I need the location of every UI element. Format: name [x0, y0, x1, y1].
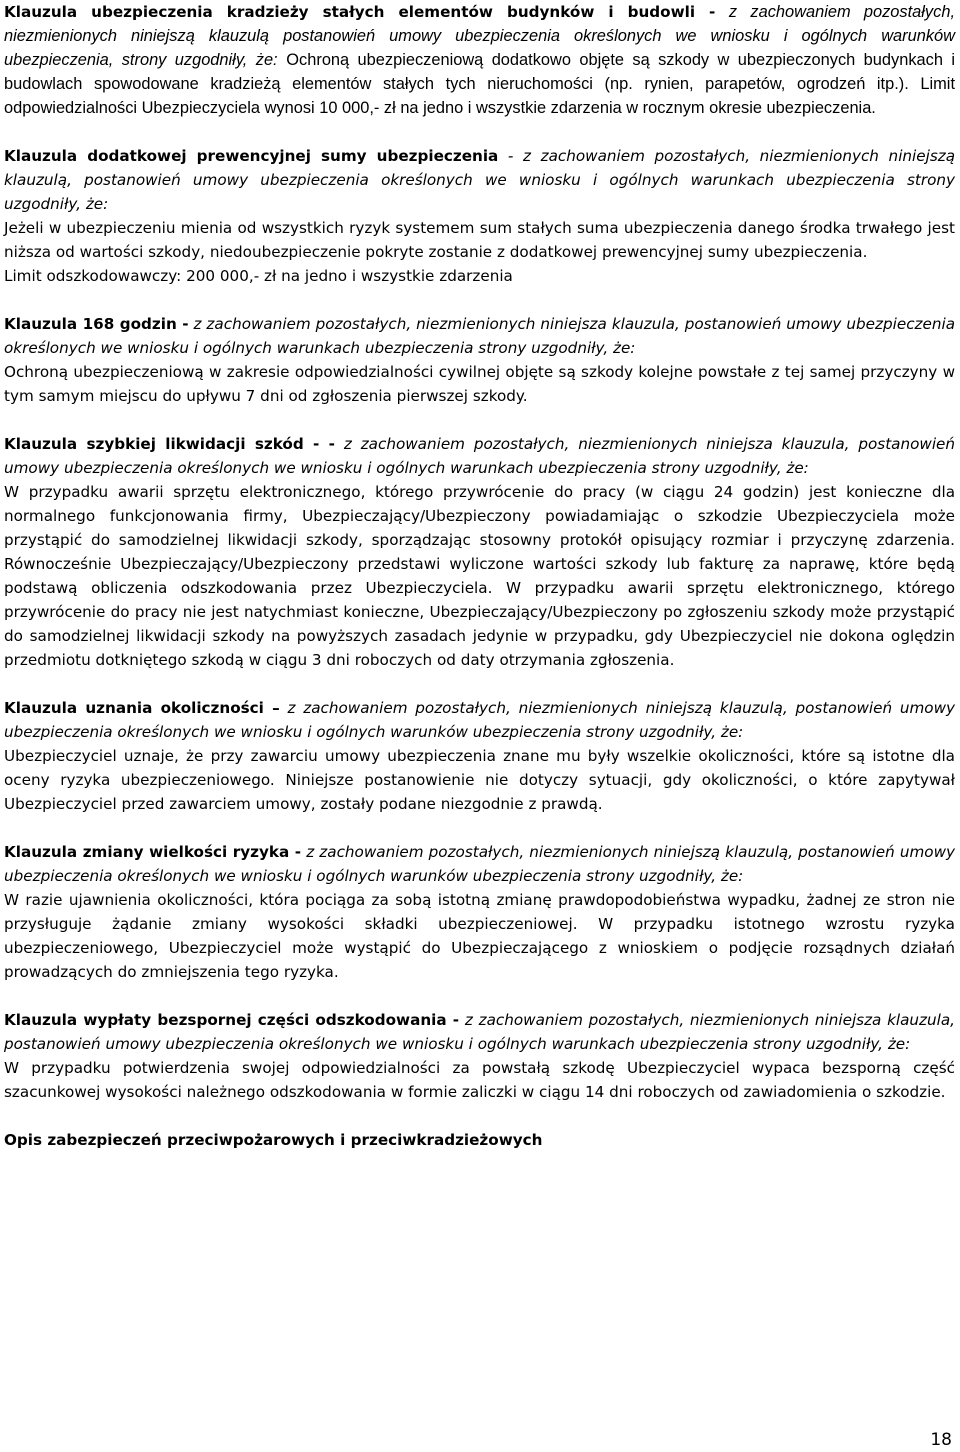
clause-heading: Klauzula zmiany wielkości ryzyka - — [4, 843, 302, 861]
clause-preventive-sum — [4, 144, 955, 288]
clause-body: Ochroną ubezpieczeniową dodatkowo objęte są szkody w ubezpieczonych budynkach i budowlach spowodowane kradzieżą elementów stałych tych nieruchomości (np. rynien, parapetów, ogrodzeń itp.). Limit odpowiedzialności Ubezpieczyciela wynosi 10 000,- zł na jedno i wszystkie zdarzenia w rocznym okresie ubezpieczenia. — [4, 51, 955, 117]
clause-heading: Klauzula uznania okoliczności – — [4, 699, 280, 717]
clause-intro: z zachowaniem pozostałych, niezmienionych niniejszą klauzulą postanowień umowy ubezpieczenia określonych we wniosku i ogólnych warunków ubezpieczenia, strony uzgodniły, że: — [4, 3, 955, 69]
clause-heading: Klauzula dodatkowej prewencyjnej sumy ubezpieczenia — [4, 147, 499, 165]
clause-body: W razie ujawnienia okoliczności, która pociąga za sobą istotną zmianę prawdopodobieństwa wypadku, żadnej ze stron nie przysługuje żądanie zmiany wysokości składki ubezpieczeniowej. W przypadku istotnego wzrostu ryzyka ubezpieczeniowego, Ubezpieczyciel może wystąpić do Ubezpieczającego z wnioskiem o podjęcie rozsądnych działań prowadzących do zmniejszenia tego ryzyka. — [4, 891, 955, 981]
document-page — [4, 0, 955, 1152]
clause-risk-change — [4, 840, 955, 984]
page-number: 18 — [930, 1430, 952, 1450]
section-title: Opis zabezpieczeń przeciwpożarowych i przeciwkradzieżowych — [4, 1131, 543, 1149]
clause-limit: Limit odszkodowawczy: 200 000,- zł na jedno i wszystkie zdarzenia — [4, 267, 513, 285]
clause-heading: Klauzula szybkiej likwidacji szkód - - — [4, 435, 335, 453]
clause-body: W przypadku potwierdzenia swojej odpowiedzialności za powstałą szkodę Ubezpieczyciel wypaca bezsporną część szacunkowej wysokości należnego odszkodowania w formie zaliczki w ciągu 14 dni roboczych od zawiadomienia o szkodzie. — [4, 1059, 955, 1101]
clause-body: Ochroną ubezpieczeniową w zakresie odpowiedzialności cywilnej objęte są szkody kolejne powstałe z tej samej przyczyny w tym samym miejscu do upływu 7 dni od zgłoszenia pierwszej szkody. — [4, 363, 955, 405]
clause-heading: Klauzula ubezpieczenia kradzieży stałych elementów budynków i budowli - — [4, 3, 716, 21]
clause-body: W przypadku awarii sprzętu elektronicznego, którego przywrócenie do pracy (w ciągu 24 godzin) jest konieczne dla normalnego funkcjonowania firmy, Ubezpieczający/Ubezpieczony powiadamiając o szkodzie Ubezpieczyciela może przystąpić do samodzielnej likwidacji szkody, sporządzając stosowny protokół opisujący rozmiar i przyczynę zdarzenia. Równocześnie Ubezpieczający/Ubezpieczony przedstawi wyliczone wartości szkody lub fakturę za naprawę, które będą podstawą obliczenia odszkodowania przez Ubezpieczyciela. W przypadku awarii sprzętu elektronicznego, którego przywrócenie do pracy nie jest natychmiast konieczne, Ubezpieczający/Ubezpieczony po zgłoszeniu szkody może przystąpić do samodzielnej likwidacji szkody na powyższych zasadach jedynie w przypadku, gdy Ubezpieczyciel nie dokona oględzin przedmiotu dotkniętego szkodą w ciągu 3 dni roboczych od daty otrzymania zgłoszenia. — [4, 483, 955, 669]
clause-intro: z zachowaniem pozostałych, niezmienionych niniejsza klauzula, postanowień umowy ubezpieczenia określonych we wniosku i ogólnych warunkach ubezpieczenia strony uzgodniły, że: — [4, 435, 956, 477]
clause-intro: - z zachowaniem pozostałych, niezmienionych niniejszą klauzulą, postanowień umowy ubezpieczenia określonych we wniosku i ogólnych warunkach ubezpieczenia strony uzgodniły, że: — [4, 147, 956, 213]
clause-circumstances — [4, 696, 955, 816]
clause-body: Ubezpieczyciel uznaje, że przy zawarciu umowy ubezpieczenia znane mu były wszelkie okoliczności, które są istotne dla oceny ryzyka ubezpieczeniowego. Niniejsze postanowienie nie dotyczy sytuacji, gdy okoliczności, o które zapytywał Ubezpieczyciel przed zawarciem umowy, zostały podane niezgodnie z prawdą. — [4, 747, 955, 813]
clause-intro: z zachowaniem pozostałych, niezmienionych niniejsza klauzula, postanowień umowy ubezpieczenia określonych we wniosku i ogólnych warunkach ubezpieczenia strony uzgodniły, że: — [4, 1011, 956, 1053]
clause-theft-fixed-elements — [4, 0, 955, 120]
clause-body: Jeżeli w ubezpieczeniu mienia od wszystkich ryzyk systemem sum stałych suma ubezpieczenia danego środka trwałego jest niższa od wartości szkody, niedoubezpieczenie pokryte zostanie z dodatkowej prewencyjnej sumy ubezpieczenia. — [4, 219, 955, 261]
clause-intro: z zachowaniem pozostałych, niezmienionych niniejsza klauzula, postanowień umowy ubezpieczenia określonych we wniosku i ogólnych warunkach ubezpieczenia strony uzgodniły, że: — [4, 315, 956, 357]
clause-heading: Klauzula 168 godzin - — [4, 315, 189, 333]
clause-fast-claims — [4, 432, 955, 672]
clause-undisputed-payment — [4, 1008, 955, 1104]
clause-168-hours — [4, 312, 955, 408]
clause-heading: Klauzula wypłaty bezspornej części odszkodowania - — [4, 1011, 460, 1029]
clause-intro: z zachowaniem pozostałych, niezmienionych niniejszą klauzulą, postanowień umowy ubezpieczenia określonych we wniosku i ogólnych warunków ubezpieczenia strony uzgodniły, że: — [4, 843, 955, 885]
clause-intro: z zachowaniem pozostałych, niezmienionych niniejszą klauzulą, postanowień umowy ubezpieczenia określonych we wniosku i ogólnych warunków ubezpieczenia strony uzgodniły, że: — [4, 699, 955, 741]
